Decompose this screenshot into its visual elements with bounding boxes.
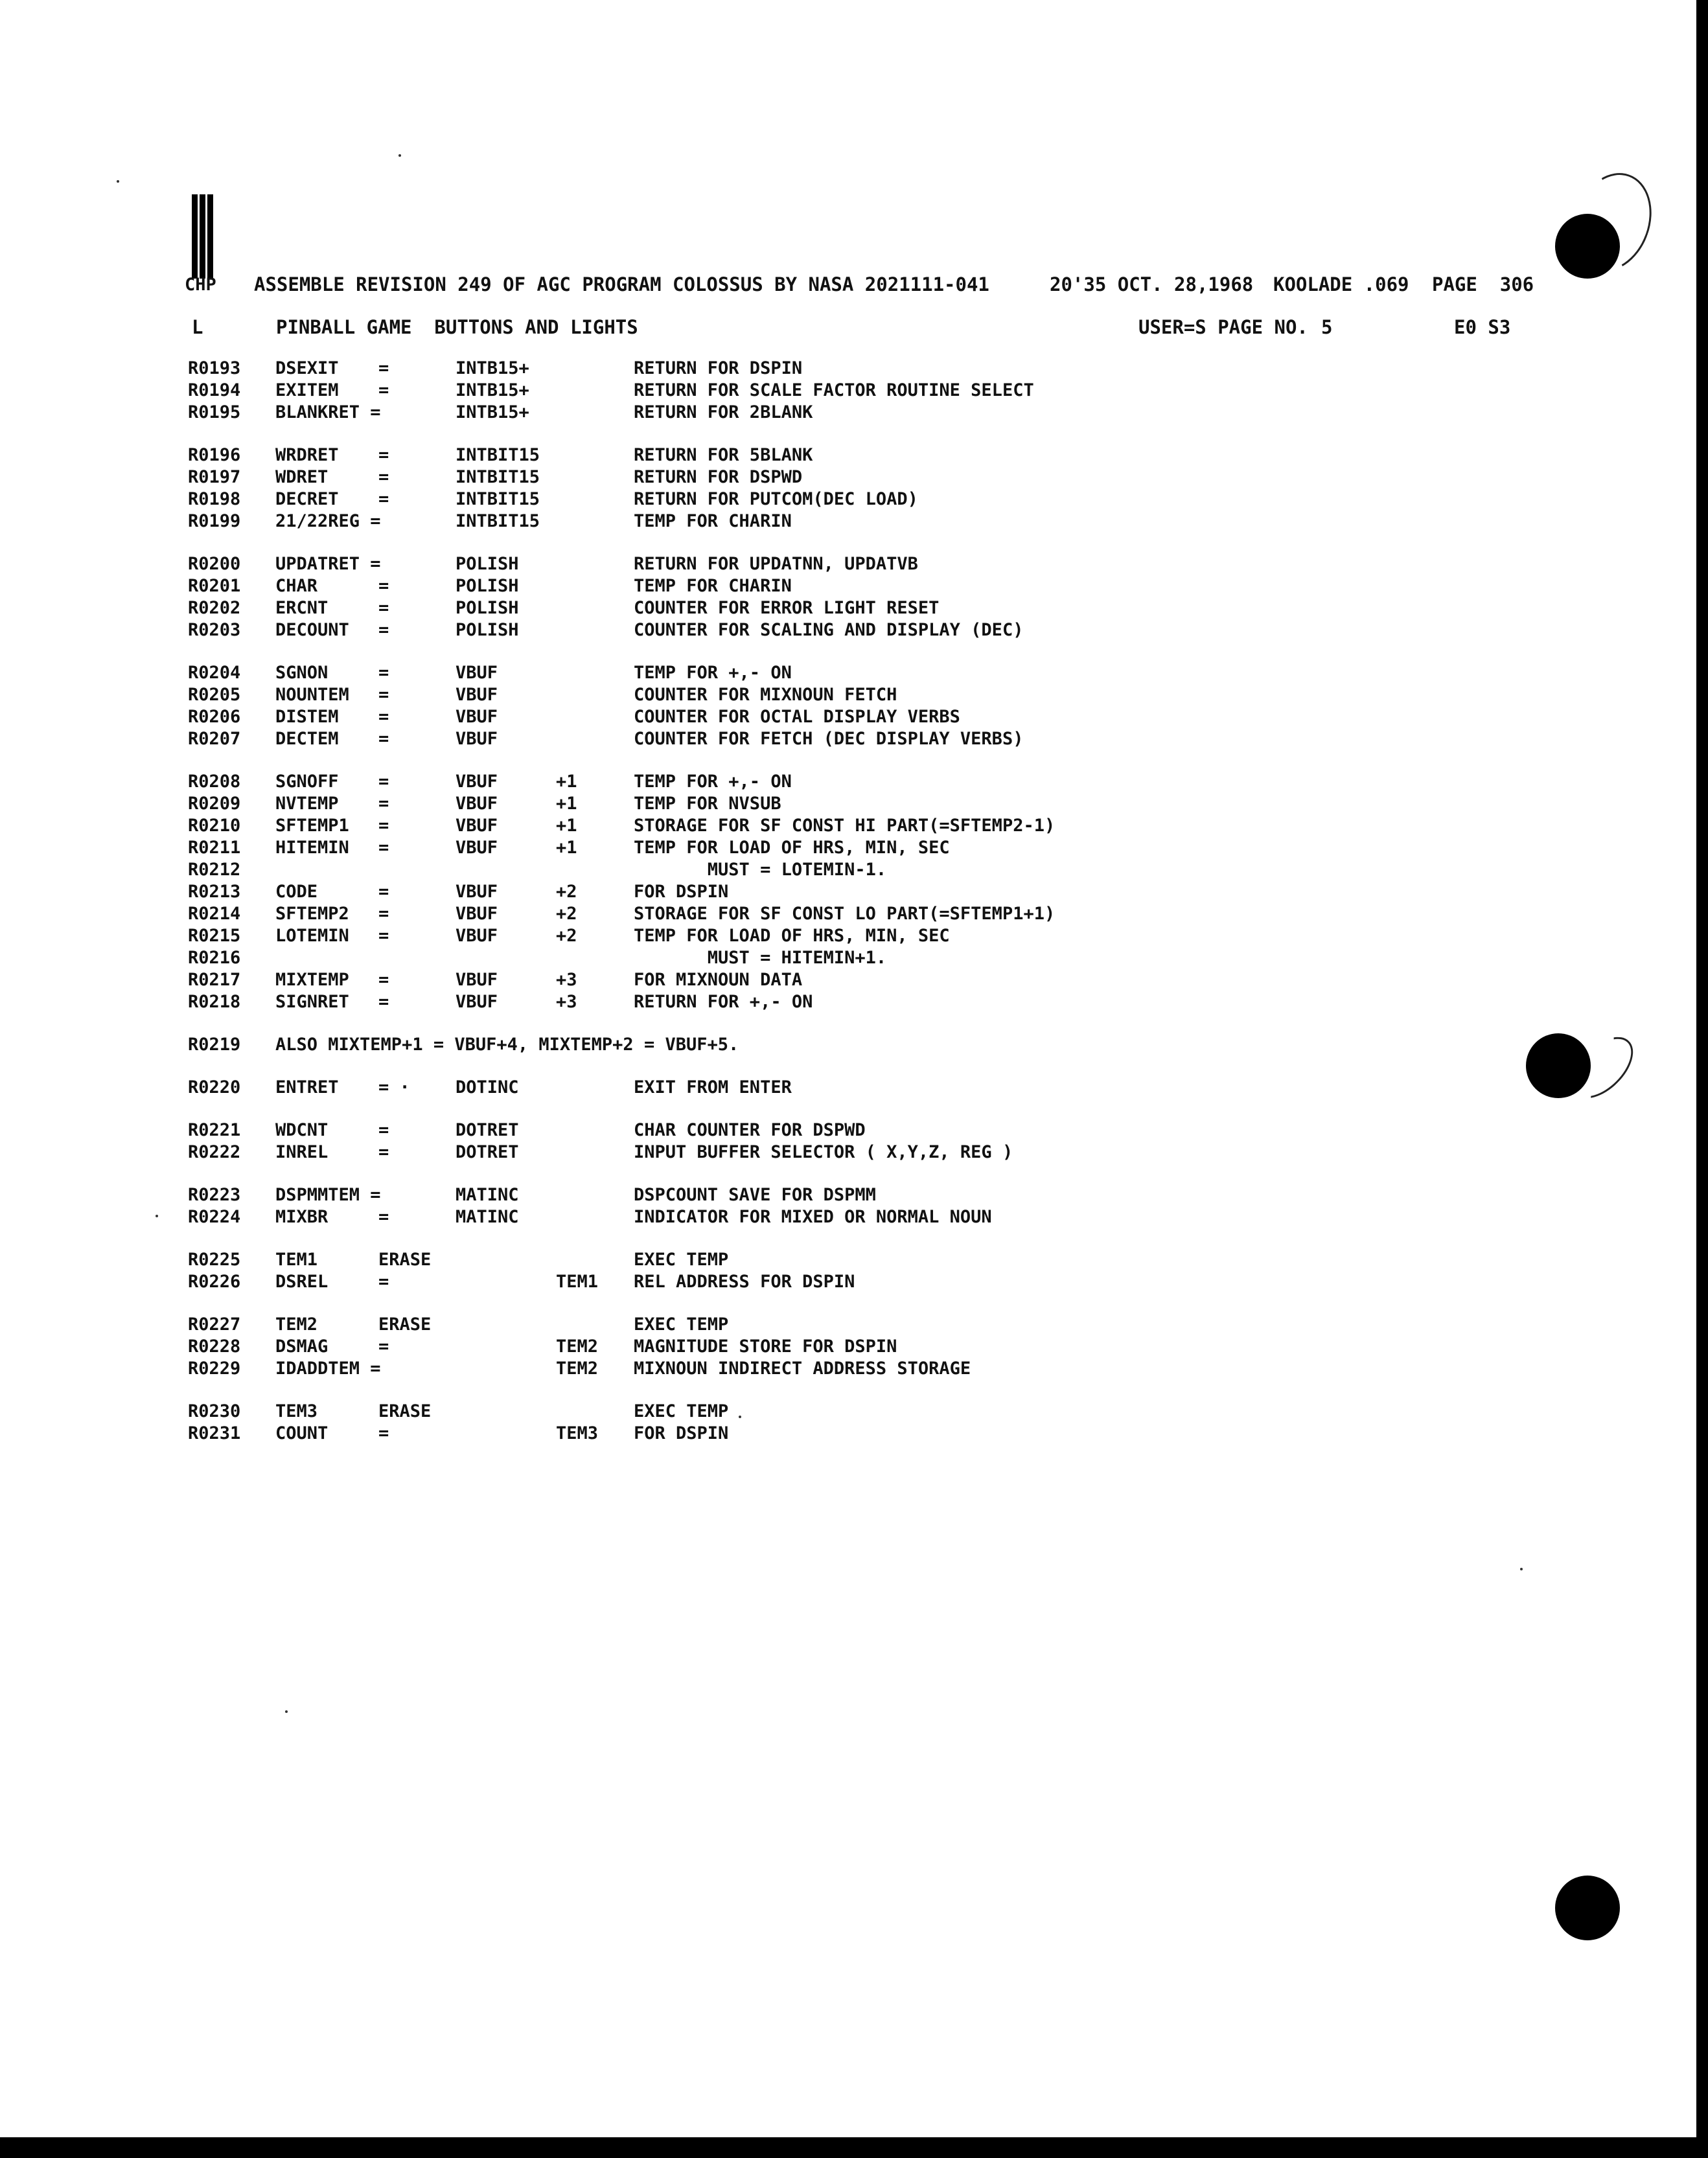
line-number: R0200 <box>188 554 241 574</box>
line-label: MIXBR <box>275 1207 329 1227</box>
assemble-info: ASSEMBLE REVISION 249 OF AGC PROGRAM COLOSSUS BY NASA 2021111-041 <box>254 273 989 295</box>
line-comment: RETURN FOR DSPIN <box>634 358 803 378</box>
line-number: R0211 <box>188 838 241 858</box>
line-number: R0214 <box>188 904 241 924</box>
line-operand: MATINC <box>456 1185 519 1205</box>
line-label: DSPMMTEM = <box>275 1185 381 1205</box>
listing-line <box>0 815 1685 837</box>
line-operator: = <box>378 992 389 1012</box>
line-label: NVTEMP <box>275 794 339 814</box>
line-operand: POLISH <box>456 554 519 574</box>
listing-line <box>0 597 1685 619</box>
line-modifier: TEM1 <box>556 1272 599 1292</box>
line-operator: = <box>378 904 389 924</box>
listing-line <box>0 511 1685 533</box>
listing-line <box>0 662 1685 684</box>
line-comment: COUNTER FOR OCTAL DISPLAY VERBS <box>634 707 960 727</box>
line-comment: EXIT FROM ENTER <box>634 1077 792 1097</box>
line-modifier: +2 <box>556 882 577 902</box>
line-comment: RETURN FOR DSPWD <box>634 467 803 487</box>
line-comment: MAGNITUDE STORE FOR DSPIN <box>634 1337 897 1357</box>
line-operator: ERASE <box>378 1401 432 1421</box>
line-number: R0196 <box>188 445 241 465</box>
line-comment: REL ADDRESS FOR DSPIN <box>634 1272 855 1292</box>
line-label: MIXTEMP <box>275 970 349 990</box>
line-operand: VBUF <box>456 685 498 705</box>
line-operand: VBUF <box>456 926 498 946</box>
line-operand: VBUF <box>456 838 498 858</box>
line-label: UPDATRET = <box>275 554 381 574</box>
timestamp: 20'35 OCT. 28,1968 <box>1050 273 1254 295</box>
line-operand: VBUF <box>456 904 498 924</box>
scan-speck <box>117 180 119 183</box>
line-label: 21/22REG = <box>275 511 381 531</box>
line-number: R0201 <box>188 576 241 596</box>
line-operand: VBUF <box>456 882 498 902</box>
line-operator: = <box>378 794 389 814</box>
line-comment: COUNTER FOR ERROR LIGHT RESET <box>634 598 940 618</box>
line-operator: = <box>378 358 389 378</box>
listing-line <box>0 925 1685 947</box>
listing-line <box>0 1336 1685 1358</box>
line-comment: COUNTER FOR FETCH (DEC DISPLAY VERBS) <box>634 729 1024 749</box>
page-number: PAGE 306 <box>1432 273 1534 295</box>
line-label: INREL <box>275 1142 329 1162</box>
line-number: R0230 <box>188 1401 241 1421</box>
line-operator: = <box>378 772 389 792</box>
printout-marker: CHP <box>185 275 216 295</box>
line-comment: TEMP FOR +,- ON <box>634 772 792 792</box>
line-operator: = <box>378 1337 389 1357</box>
line-comment: RETURN FOR UPDATNN, UPDATVB <box>634 554 918 574</box>
line-number: R0229 <box>188 1359 241 1379</box>
line-number: R0220 <box>188 1077 241 1097</box>
line-operand: VBUF <box>456 729 498 749</box>
listing-line <box>0 402 1685 424</box>
line-operand: POLISH <box>456 598 519 618</box>
line-operand: VBUF <box>456 794 498 814</box>
line-label: LOTEMIN <box>275 926 349 946</box>
line-operand: INTBIT15 <box>456 445 540 465</box>
line-operand: VBUF <box>456 816 498 836</box>
line-number: R0207 <box>188 729 241 749</box>
line-comment: MIXNOUN INDIRECT ADDRESS STORAGE <box>634 1359 971 1379</box>
line-operand: INTB15+ <box>456 358 529 378</box>
line-modifier: TEM2 <box>556 1359 599 1379</box>
line-operator: = <box>378 1207 389 1227</box>
line-number: R0217 <box>188 970 241 990</box>
line-label: DISTEM <box>275 707 339 727</box>
line-operator: = · <box>378 1077 410 1097</box>
line-comment: EXEC TEMP <box>634 1401 729 1421</box>
line-operator: = <box>378 1142 389 1162</box>
line-operand: VBUF <box>456 707 498 727</box>
line-comment: MUST = LOTEMIN-1. <box>634 860 887 880</box>
line-operator: = <box>378 663 389 683</box>
line-operand: POLISH <box>456 576 519 596</box>
line-number: R0202 <box>188 598 241 618</box>
line-label: DSEXIT <box>275 358 339 378</box>
listing-line <box>0 903 1685 925</box>
line-number: R0212 <box>188 860 241 880</box>
line-number: R0195 <box>188 402 241 422</box>
line-comment: RETURN FOR SCALE FACTOR ROUTINE SELECT <box>634 380 1034 400</box>
line-comment: INDICATOR FOR MIXED OR NORMAL NOUN <box>634 1207 992 1227</box>
line-number: R0219 <box>188 1035 241 1055</box>
line-operand: INTBIT15 <box>456 511 540 531</box>
line-comment: COUNTER FOR SCALING AND DISPLAY (DEC) <box>634 620 1024 640</box>
line-operand: VBUF <box>456 663 498 683</box>
line-label: SFTEMP2 <box>275 904 349 924</box>
scan-border-right <box>1696 0 1708 2158</box>
listing-line <box>0 553 1685 575</box>
line-number: R0193 <box>188 358 241 378</box>
line-modifier: +1 <box>556 816 577 836</box>
line-number: R0206 <box>188 707 241 727</box>
listing-line <box>0 1358 1685 1380</box>
line-number: R0218 <box>188 992 241 1012</box>
line-number: R0198 <box>188 489 241 509</box>
listing-line <box>0 1119 1685 1142</box>
line-operator: = <box>378 445 389 465</box>
line-comment: EXEC TEMP <box>634 1314 729 1335</box>
line-comment: TEMP FOR NVSUB <box>634 794 781 814</box>
line-number: R0224 <box>188 1207 241 1227</box>
line-operator: = <box>378 598 389 618</box>
line-label: SGNOFF <box>275 772 339 792</box>
listing-line <box>0 380 1685 402</box>
line-label: DSMAG <box>275 1337 329 1357</box>
line-operator: = <box>378 467 389 487</box>
printout-marker-bars <box>189 194 215 279</box>
listing-line <box>0 444 1685 466</box>
line-label: WDCNT <box>275 1120 329 1140</box>
line-operand: VBUF <box>456 992 498 1012</box>
listing-line <box>0 1401 1685 1423</box>
line-label: HITEMIN <box>275 838 349 858</box>
line-operand: DOTRET <box>456 1120 519 1140</box>
line-operator: = <box>378 882 389 902</box>
line-operator: ERASE <box>378 1314 432 1335</box>
listing-line <box>0 771 1685 793</box>
line-operator: = <box>378 576 389 596</box>
line-operand: INTB15+ <box>456 380 529 400</box>
line-number: R0228 <box>188 1337 241 1357</box>
line-operator: = <box>378 489 389 509</box>
listing-line <box>0 1142 1685 1164</box>
line-label: IDADDTEM = <box>275 1359 381 1379</box>
line-label: SIGNRET <box>275 992 349 1012</box>
line-label: WRDRET <box>275 445 339 465</box>
listing-line <box>0 358 1685 380</box>
line-number: R0222 <box>188 1142 241 1162</box>
scan-speck <box>285 1710 288 1713</box>
binder-hole-bottom <box>1555 1876 1620 1940</box>
line-comment: TEMP FOR +,- ON <box>634 663 792 683</box>
line-statement: ALSO MIXTEMP+1 = VBUF+4, MIXTEMP+2 = VBUF+5. <box>275 1035 739 1055</box>
line-label: DECTEM <box>275 729 339 749</box>
line-comment: DSPCOUNT SAVE FOR DSPMM <box>634 1185 876 1205</box>
line-operator: = <box>378 707 389 727</box>
scan-border-bottom <box>0 2137 1708 2158</box>
line-label: ENTRET <box>275 1077 339 1097</box>
line-operator: = <box>378 838 389 858</box>
line-operand: MATINC <box>456 1207 519 1227</box>
line-number: R0231 <box>188 1423 241 1443</box>
listing-subheader <box>190 316 1514 345</box>
listing-line <box>0 1034 1685 1056</box>
line-comment: TEMP FOR CHARIN <box>634 576 792 596</box>
line-number: R0216 <box>188 948 241 968</box>
line-comment: RETURN FOR +,- ON <box>634 992 813 1012</box>
listing-line <box>0 881 1685 903</box>
scan-speck <box>1520 1568 1523 1570</box>
line-operand: INTBIT15 <box>456 489 540 509</box>
listing-line <box>0 859 1685 881</box>
line-comment: MUST = HITEMIN+1. <box>634 948 887 968</box>
line-operand: INTBIT15 <box>456 467 540 487</box>
code-listing <box>0 358 1685 1445</box>
line-number: R0210 <box>188 816 241 836</box>
line-number: R0221 <box>188 1120 241 1140</box>
line-number: R0204 <box>188 663 241 683</box>
listing-line <box>0 1184 1685 1206</box>
line-number: R0215 <box>188 926 241 946</box>
line-modifier: +1 <box>556 838 577 858</box>
line-label: TEM3 <box>275 1401 318 1421</box>
line-label: CODE <box>275 882 318 902</box>
line-number: R0205 <box>188 685 241 705</box>
line-comment: EXEC TEMP <box>634 1250 729 1270</box>
line-comment: FOR MIXNOUN DATA <box>634 970 803 990</box>
listing-line <box>0 619 1685 641</box>
line-comment: FOR DSPIN <box>634 882 729 902</box>
line-label: TEM2 <box>275 1314 318 1335</box>
line-operand: VBUF <box>456 772 498 792</box>
line-modifier: +1 <box>556 794 577 814</box>
listing-line <box>0 488 1685 511</box>
listing-line <box>0 947 1685 969</box>
line-label: NOUNTEM <box>275 685 349 705</box>
listing-line <box>0 837 1685 859</box>
listing-line <box>0 1314 1685 1336</box>
line-modifier: +1 <box>556 772 577 792</box>
line-comment: INPUT BUFFER SELECTOR ( X,Y,Z, REG ) <box>634 1142 1013 1162</box>
line-comment: STORAGE FOR SF CONST HI PART(=SFTEMP2-1) <box>634 816 1056 836</box>
line-operator: = <box>378 970 389 990</box>
line-comment: TEMP FOR LOAD OF HRS, MIN, SEC <box>634 926 950 946</box>
line-comment: TEMP FOR LOAD OF HRS, MIN, SEC <box>634 838 950 858</box>
line-comment: CHAR COUNTER FOR DSPWD <box>634 1120 866 1140</box>
koolade-version: KOOLADE .069 <box>1273 273 1409 295</box>
line-label: WDRET <box>275 467 329 487</box>
user-page-label: USER=S PAGE NO. <box>1138 316 1308 338</box>
line-number: R0225 <box>188 1250 241 1270</box>
line-label: TEM1 <box>275 1250 318 1270</box>
line-operand: DOTINC <box>456 1077 519 1097</box>
line-modifier: TEM3 <box>556 1423 599 1443</box>
listing-line <box>0 969 1685 991</box>
line-modifier: +3 <box>556 970 577 990</box>
line-operator: = <box>378 380 389 400</box>
listing-line <box>0 1077 1685 1099</box>
line-label: EXITEM <box>275 380 339 400</box>
listing-line <box>0 1423 1685 1445</box>
listing-line <box>0 466 1685 488</box>
section-title: PINBALL GAME BUTTONS AND LIGHTS <box>276 316 638 338</box>
listing-line <box>0 793 1685 815</box>
line-label: DECRET <box>275 489 339 509</box>
line-label: SGNON <box>275 663 329 683</box>
line-number: R0208 <box>188 772 241 792</box>
listing-line <box>0 684 1685 706</box>
line-number: R0194 <box>188 380 241 400</box>
line-label: DSREL <box>275 1272 329 1292</box>
line-number: R0199 <box>188 511 241 531</box>
listing-line <box>0 728 1685 750</box>
line-operator: = <box>378 685 389 705</box>
line-comment: RETURN FOR 2BLANK <box>634 402 813 422</box>
line-comment: RETURN FOR PUTCOM(DEC LOAD) <box>634 489 918 509</box>
listing-header <box>254 273 1534 304</box>
listing-type: L <box>192 316 203 338</box>
line-label: SFTEMP1 <box>275 816 349 836</box>
line-label: CHAR <box>275 576 318 596</box>
line-operator: = <box>378 620 389 640</box>
line-operand: INTB15+ <box>456 402 529 422</box>
line-operator: = <box>378 816 389 836</box>
line-operand: DOTRET <box>456 1142 519 1162</box>
line-modifier: TEM2 <box>556 1337 599 1357</box>
user-page-number: 5 <box>1321 316 1333 338</box>
scan-speck <box>398 154 401 157</box>
line-number: R0203 <box>188 620 241 640</box>
line-operator: = <box>378 1120 389 1140</box>
line-number: R0223 <box>188 1185 241 1205</box>
listing-line <box>0 991 1685 1013</box>
listing-line <box>0 1206 1685 1228</box>
listing-line <box>0 1249 1685 1271</box>
listing-line <box>0 575 1685 597</box>
line-operand: VBUF <box>456 970 498 990</box>
line-comment: TEMP FOR CHARIN <box>634 511 792 531</box>
line-operator: ERASE <box>378 1250 432 1270</box>
line-comment: STORAGE FOR SF CONST LO PART(=SFTEMP1+1) <box>634 904 1056 924</box>
section-tag: E0 S3 <box>1454 316 1511 338</box>
line-operand: POLISH <box>456 620 519 640</box>
line-operator: = <box>378 729 389 749</box>
line-number: R0213 <box>188 882 241 902</box>
line-comment: COUNTER FOR MIXNOUN FETCH <box>634 685 897 705</box>
line-operator: = <box>378 1423 389 1443</box>
listing-line <box>0 706 1685 728</box>
line-operator: = <box>378 926 389 946</box>
line-comment: RETURN FOR 5BLANK <box>634 445 813 465</box>
line-modifier: +2 <box>556 926 577 946</box>
line-number: R0227 <box>188 1314 241 1335</box>
line-comment: FOR DSPIN <box>634 1423 729 1443</box>
line-modifier: +3 <box>556 992 577 1012</box>
line-label: COUNT <box>275 1423 329 1443</box>
line-number: R0226 <box>188 1272 241 1292</box>
line-operator: = <box>378 1272 389 1292</box>
listing-line <box>0 1271 1685 1293</box>
line-label: BLANKRET = <box>275 402 381 422</box>
line-number: R0209 <box>188 794 241 814</box>
line-label: ERCNT <box>275 598 329 618</box>
line-label: DECOUNT <box>275 620 349 640</box>
line-number: R0197 <box>188 467 241 487</box>
line-modifier: +2 <box>556 904 577 924</box>
